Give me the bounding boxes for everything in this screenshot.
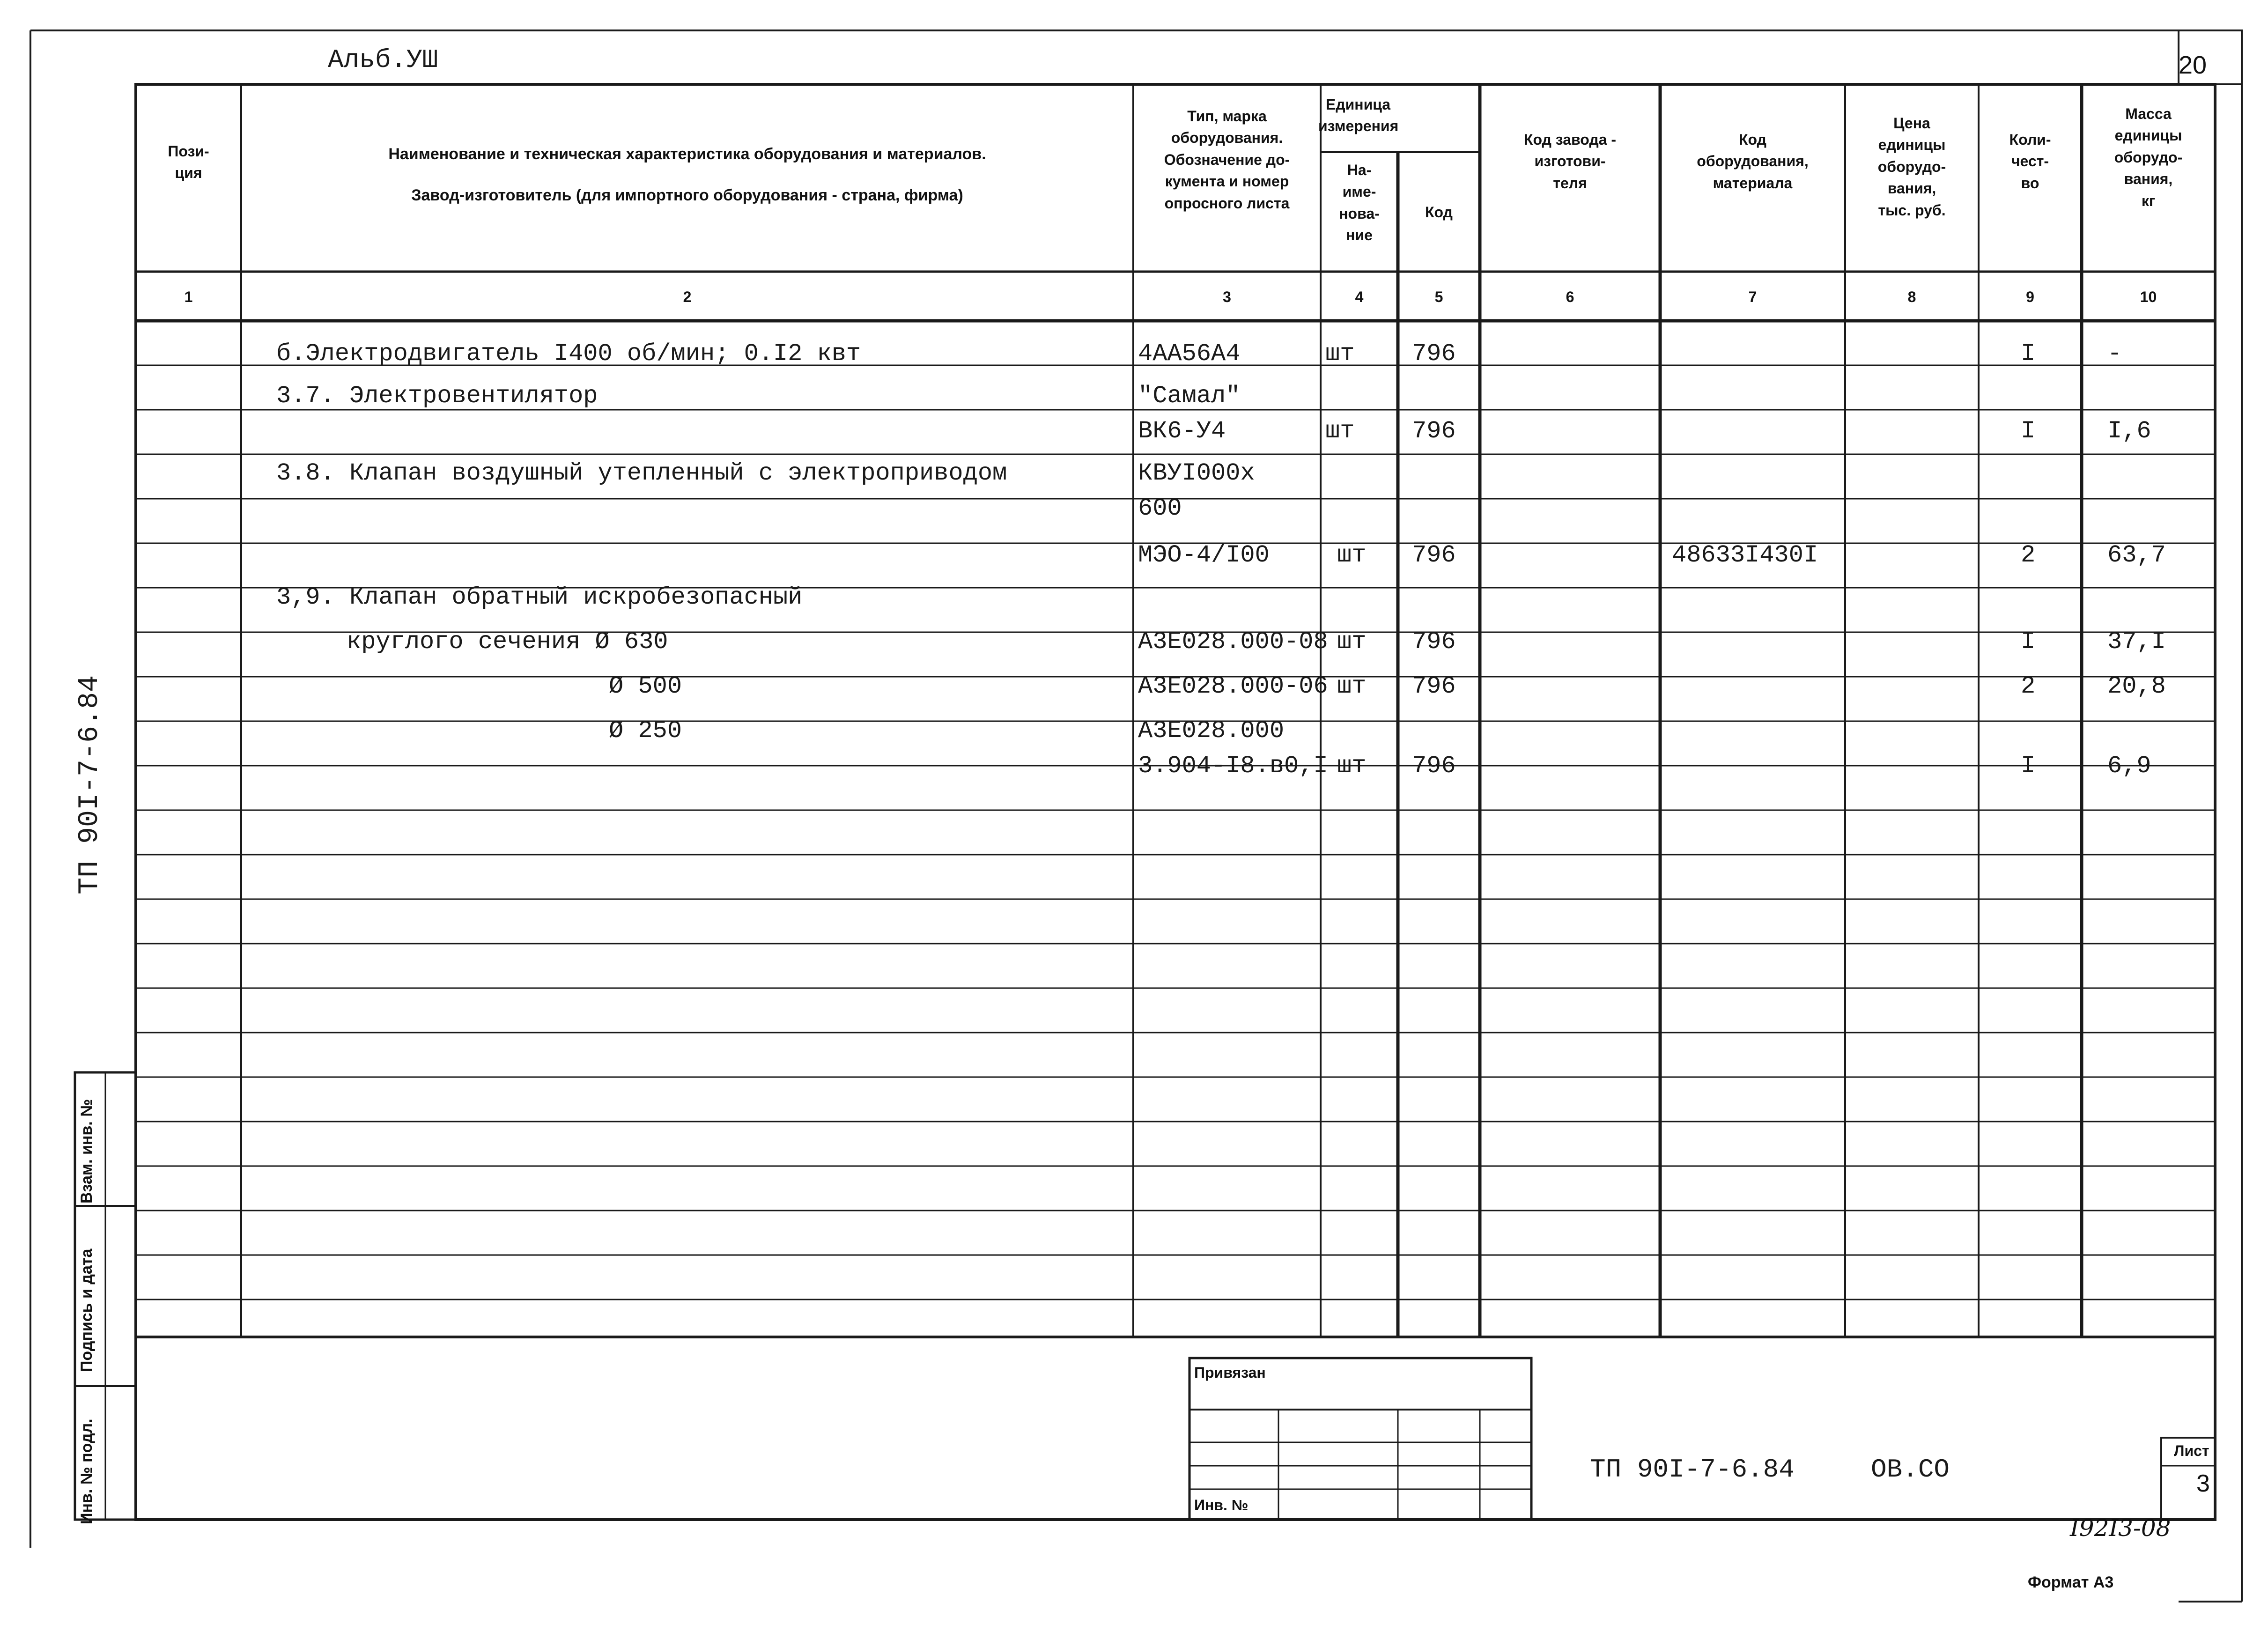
page-number: 20 [2179,51,2207,79]
row-3-name: 3.8. Клапан воздушный утепленный с электроприводом [276,459,1007,487]
column-number-4: 4 [1355,288,1364,305]
column-header-8: Цена единицы оборудо- вания, тыс. руб. [1877,115,1946,219]
row-7-unit: шт [1337,628,1367,656]
stamp-vzam-inv-no: Взам. инв. № [78,1099,96,1204]
row-5-code: 796 [1412,541,1456,569]
privyazan-label: Привязан [1194,1364,1266,1381]
column-number-2: 2 [683,288,692,305]
row-6-name: 3,9. Клапан обратный искробезопасный [276,583,803,611]
row-10-mass: 6,9 [2107,752,2151,780]
row-0-name: б.Электродвигатель I400 об/мин; 0.I2 квт [276,340,861,368]
column-number-3: 3 [1223,288,1231,305]
row-0-type: 4АА56А4 [1138,340,1241,368]
doc-mark: ОВ.СО [1871,1455,1950,1484]
row-8-unit: шт [1337,672,1367,700]
row-5-qty: 2 [2021,541,2036,569]
column-header-2: Наименование и техническая характеристика оборудования и материалов. Завод-изготовитель (для импортного оборудования - страна, фирма) [388,145,986,205]
row-0-code: 796 [1412,340,1456,368]
column-header-7: Код оборудования, материала [1697,131,1809,192]
column-number-9: 9 [2026,288,2034,305]
column-number-6: 6 [1566,288,1574,305]
archive-number: I92I3-08 [2070,1514,2171,1542]
row-2-type: ВК6-У4 [1138,417,1226,445]
column-number-8: 8 [1907,288,1916,305]
column-header-9: Коли- чест- во [2009,131,2051,192]
doc-code: ТП 90I-7-6.84 [1590,1455,1795,1484]
row-0-unit: шт [1325,340,1355,368]
column-header-5: Код [1425,204,1453,221]
column-number-7: 7 [1748,288,1757,305]
sheet-label: Лист [2174,1442,2209,1459]
row-4-type: 600 [1138,495,1182,522]
row-0-qty: I [2021,340,2036,368]
inv-no-label: Инв. № [1194,1497,1249,1514]
row-10-code: 796 [1412,752,1456,780]
column-number-1: 1 [184,288,193,305]
row-5-mass: 63,7 [2107,541,2166,569]
stamp-signature-date: Подпись и дата [78,1248,96,1372]
column-number-5: 5 [1434,288,1443,305]
row-7-mass: 37,I [2107,628,2166,656]
row-5-unit: шт [1337,541,1367,569]
row-7-qty: I [2021,628,2036,656]
row-7-name: круглого сечения Ø 630 [347,628,668,656]
row-8-code: 796 [1412,672,1456,700]
row-7-type: А3Е028.000-08 [1138,628,1328,656]
album-label: Альб.УШ [328,45,438,75]
column-number-10: 10 [2140,288,2157,305]
row-10-qty: I [2021,752,2036,780]
row-8-qty: 2 [2021,672,2036,700]
row-1-type: "Самал" [1138,382,1241,410]
row-10-type: 3.904-I8.в0,I [1138,752,1328,780]
column-header-10: Масса единицы оборудо- вания, кг [2114,105,2183,209]
format-label: Формат А3 [2028,1573,2114,1591]
column-header-4: На- име- нова- ние [1339,162,1380,244]
row-5-equip-code: 48633I430I [1672,541,1818,569]
row-8-name: Ø 500 [609,672,682,700]
row-1-name: 3.7. Электровентилятор [276,382,598,410]
row-9-name: Ø 250 [609,717,682,745]
row-8-type: А3Е028.000-06 [1138,672,1328,700]
row-2-unit: шт [1325,417,1355,445]
row-7-code: 796 [1412,628,1456,656]
row-2-code: 796 [1412,417,1456,445]
row-9-type: А3Е028.000 [1138,717,1285,745]
column-header-1: Пози- ция [168,143,209,182]
unit-group-title: Единица измерения [1318,96,1399,135]
stamp-inv-no-podl: Инв. № подл. [78,1418,96,1524]
sheet-number: 3 [2196,1470,2210,1497]
column-header-6: Код завода - изготови- теля [1523,131,1617,192]
row-5-type: МЭО-4/I00 [1138,541,1270,569]
row-3-type: КВУI000х [1138,459,1255,487]
side-document-code: ТП 90I-7-6.84 [74,675,106,894]
column-header-3: Тип, марка оборудования. Обозначение до- кумента и номер опросного листа [1164,108,1290,212]
row-8-mass: 20,8 [2107,672,2166,700]
row-0-mass: - [2107,340,2122,368]
row-2-mass: I,6 [2107,417,2151,445]
row-2-qty: I [2021,417,2036,445]
row-10-unit: шт [1337,752,1367,780]
